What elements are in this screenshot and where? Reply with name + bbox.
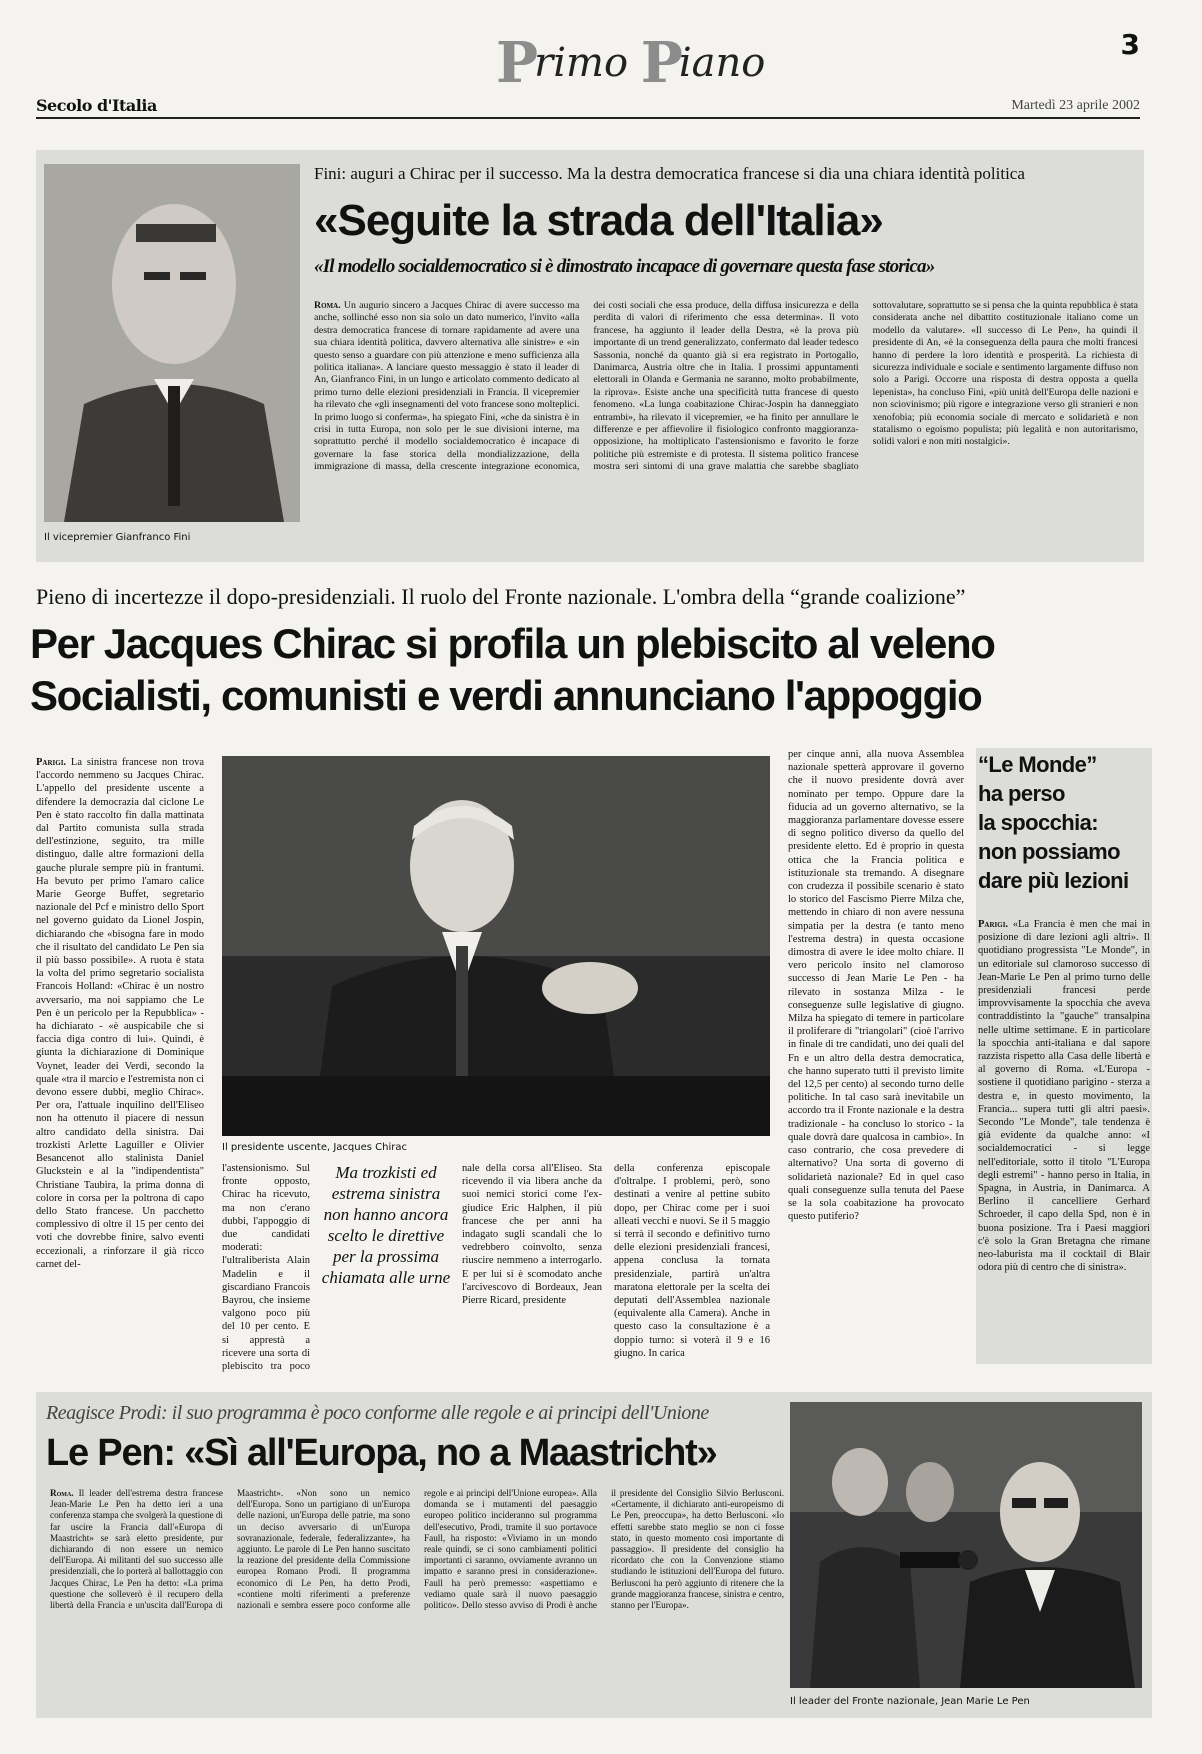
le-pen-press-image	[790, 1402, 1142, 1688]
masthead	[36, 22, 1140, 118]
le-monde-body-paragraph: «La Francia è men che mai in posizione di dare lezioni agli altri». Il quotidiano progressista "Le Monde", in un editoriale sul clamoroso successo di Jean-Marie Le Pen al primo turno delle presidenziali francesi perde improvvisamente la spocchia che aveva contraddistinto la "gauche" transalpina nelle ultime settimane. E in particolare la spocchia anti-italiana e dal sapore razzista rispetto alla Casa delle libertà e al governo di Roma. «L'Europa - sostiene il quotidiano parigino - sterza a destra e, in questo movimento, la Francia... supera tutti gli altri paesi». Secondo "Le Monde", tale tendenza è già evidente da qualche anno: «I socialdemocratici - si legge nell'editoriale, sotto il titolo "L'Europa degli estremi" - hanno perso in Italia, in Spagna, in Austria, in Danimarca. A Berlino il cancelliere Gerhard Schroeder, il capo della Spd, non è in buona posizione. Tra i Paesi maggiori c'è solo la Gran Bretagna che rimane neo-laburista ma il cocktail di Blair odora più di centro che di sinistra».	[978, 919, 1150, 1274]
le-pen-body-text	[50, 1488, 784, 1710]
chirac-column-3: nale della corsa all'Eliseo. Sta ricevendo il via libera anche da suoi nemici storici come l'ex-giudice Eric Halphen, il più francese che per anni ha indagato sugli scandali che lo vedrebbero coinvolto, senza riuscire nemmeno a interrogarlo. E per lui si è scomodato anche l'arcivescovo di Bordeaux, Jean Pierre Ricard, presidente	[462, 1163, 602, 1307]
chirac-photo-caption: Il presidente uscente, Jacques Chirac	[222, 1142, 407, 1153]
brand-initial-p2: P	[640, 30, 683, 96]
fini-kicker: Fini: auguri a Chirac per il successo. Ma la destra democratica francese si dia una chiara identità politica	[314, 164, 1025, 183]
fini-dateline: Roma.	[314, 300, 341, 311]
fini-photo	[44, 164, 300, 522]
le-monde-headline-line-5: dare più lezioni	[978, 868, 1129, 893]
fini-portrait-image	[44, 164, 300, 522]
chirac-lower-columns	[222, 1162, 770, 1374]
le-pen-body-paragraph: Il leader dell'estrema destra francese Jean-Marie Le Pen ha detto ieri a una conferenza stampa che svolgerà la questione di far uscire la Francia dall'«Europa di Maastricht» se sarà eletto presidente, pur dichiarando di non essere un nemico dell'Europa. Ai militanti del suo successo alle presidenziali, che lo porterà al ballottaggio con Jacques Chirac, Le Pen ha detto: «La prima questione che solleverò è il recupero della libertà della Francia e un'uscita dall'Europa di Maastricht». «Non sono un nemico dell'Europa. Sono un partigiano di un'Europa delle nazioni, un'Europa delle patrie, ma sono un deciso avversario di un'Europa sovranazionale, federale, federalizzante», ha aggiunto. Le parole di Le Pen hanno suscitato la reazione del presidente della Commissione europea Romano Prodi. Il programma economico di Le Pen, ha detto Prodi, «contiene molti riferimenti a preferenze nazionali e sembra essere poco conforme alle regole e ai principi dell'Unione europea». Alla domanda se i mutamenti del paesaggio europeo politico incideranno sul programma dell'esecutivo, Prodi, tramite il suo portavoce Faull, ha risposto: «Viviamo in un mondo reale quindi, se ci sono cambiamenti politici importanti ci saranno, ovviamente avranno un impatto e saranno presi in considerazione». Faull ha però premesso: «aspettiamo e vediamo quale sarà il nuovo paesaggio politico». Dello stesso avviso di Prodi è anche il presidente del Consiglio Silvio Berlusconi. «Certamente, il dichiarato anti-europeismo di Le Pen, preoccupa», ha detto Berlusconi. «Io effetti sarebbe stato meglio se non ci fosse stato, in questo momento così importante di passaggio». Il presidente del consiglio ha ricordato che con la Convenzione stiamo studiando le istituzioni dell'Europa del futuro. Berlusconi ha però aggiunto di ritenere che la grande maggioranza francese, sinistra e centro, stanno per l'Europa».	[50, 1488, 784, 1611]
chirac-headline-line-2: Socialisti, comunisti e verdi annunciano l'appoggio	[30, 672, 982, 719]
le-monde-headline	[978, 750, 1150, 895]
brand-word-rimo: rimo	[534, 40, 629, 86]
le-pen-story	[36, 1392, 1152, 1718]
le-monde-headline-line-3: la spocchia:	[978, 810, 1098, 835]
le-monde-headline-line-1: “Le Monde”	[978, 752, 1097, 777]
masthead-rule	[36, 117, 1140, 119]
chirac-dateline: Parigi.	[36, 757, 67, 768]
brand-word-iano: iano	[678, 40, 766, 86]
chirac-kicker: Pieno di incertezze il dopo-presidenziali. Il ruolo del Fronte nazionale. L'ombra della “grande coalizione”	[36, 584, 966, 609]
fini-story	[36, 150, 1144, 562]
chirac-headline-line-1: Per Jacques Chirac si profila un plebiscito al veleno	[30, 620, 995, 667]
fini-headline: «Seguite la strada dell'Italia»	[314, 196, 883, 245]
chirac-column-1-text: La sinistra francese non trova l'accordo nemmeno su Jacques Chirac. L'appello del presidente uscente a difendere la democrazia dal ciclone Le Pen è stato raccolto fin dalla mattinata dal Partito comunista sulla strada dell'estinzione, seguito, tra mille distinguo, dalle altre formazioni della gauche plurale sempre più in frantumi. Ha bevuto per primo l'amaro calice Marie George Buffet, segretario nazionale del Pcf e ministro dello Sport nel governo guidato da Lionel Jospin, dichiarando che «bisogna fare in modo che il risultato del candidato Le Pen sia il più basso possibile». A ruota è stata la volta del primo segretario socialista Francois Holland: «Chirac è un nostro avversario, ma noi sappiamo che Le Pen è un pericolo per la Repubblica» - ha dichiarato - «è auspicabile che si faccia diga contro di lui». Quindi, è giunta la dichiarazione di Dominique Voynet, leader dei Verdi, secondo la quale «tra il marcio e l'estremista non ci devono essere dubbi, meglio Chirac». Per ora, l'attuale inquilino dell'Eliseo non ha ottenuto il piacere di nessun altro candidato della sinistra. Dai trozkisti Arlette Laguiller e Olivier Besancenot allo stalinista Daniel Gluckstein e al la "indipendentista" Christiane Taubira, la prima donna di colore in corsa per la poltrona di capo dello Stato francese. Un pacchetto complessivo di oltre il 15 per cento dei voti che dovrebbe finire, salvo eventi eccezionali, a rinforzare il già ricco carnet del-	[36, 757, 204, 1270]
chirac-column-2: l'astensionismo. Sul fronte opposto, Chirac ha ricevuto, ma non c'erano dubbi, l'appoggio di due candidati moderati: l'ultraliberista Alain Madelin e il giscardiano Francois Bayrou, che insieme valgono poco più del 10 per cento. E si apprestà a ricevere una sorta di plebiscito tra poco	[222, 1163, 310, 1373]
chirac-speech-image	[222, 756, 770, 1136]
paper-name: Secolo d'Italia	[36, 96, 157, 115]
chirac-column-4: della conferenza episcopale d'oltralpe. I problemi, però, sono destinati a venire al pettine subito dopo, per Chirac come per i suoi alleati vecchi e nuovi. Se il 5 maggio si terrà il secondo e definitivo turno delle elezioni presidenziali francesi, appena conclusa la tornata presidenziale, partirà un'altra maratona elettorale per la scelta dei deputati dell'Assemblea nazionale (equivalente alla Camera). Anche in questo caso la consultazione è a doppio turno: si voterà il 9 e 16 giugno. In carica	[614, 1163, 770, 1359]
le-pen-photo	[790, 1402, 1142, 1688]
le-pen-headline: Le Pen: «Sì all'Europa, no a Maastricht»	[46, 1432, 717, 1474]
section-brand	[496, 30, 765, 96]
fini-photo-caption: Il vicepremier Gianfranco Fini	[44, 532, 191, 543]
le-monde-box	[976, 748, 1152, 1364]
le-monde-headline-line-4: non possiamo	[978, 839, 1120, 864]
le-pen-kicker: Reagisce Prodi: il suo programma è poco conforme alle regole e ai principi dell'Unione	[46, 1402, 709, 1424]
le-monde-body-text	[978, 918, 1150, 1358]
chirac-pull-quote: Ma trozkisti ed estrema sinistra non hanno ancora scelto le direttive per la prossima chiamata alle urne	[321, 1163, 451, 1287]
fini-subhead: «Il modello socialdemocratico si è dimostrato incapace di governare questa fase storica»	[314, 256, 935, 277]
le-monde-dateline: Parigi.	[978, 919, 1009, 930]
fini-body-text	[314, 300, 1138, 550]
brand-initial-p: P	[496, 30, 539, 96]
chirac-photo	[222, 756, 770, 1136]
le-pen-photo-caption: Il leader del Fronte nazionale, Jean Marie Le Pen	[790, 1696, 1030, 1707]
le-monde-headline-line-2: ha perso	[978, 781, 1065, 806]
chirac-column-5: per cinque anni, alla nuova Assemblea nazionale spetterà approvare il governo che il nuovo presidente dovrà aver nominato per tempo. Oppure dare la fiducia ad un governo alternativo, se la maggioranza parlamentare dovesse essere di segno politico diverso da quello del presidente eletto. Ed è proprio in questa ottica che la Francia politica e istituzionale sta tremando. A disegnare con crudezza il possibile scenario è stato lo storico del Fascismo Pierre Milza che, mettendo in chiaro di non avere nessuna simpatia per la destra (e tanto meno l'estrema destra) in questa occasione dimostra di avere le idee molto chiare. Il vero pericolo insito nel clamoroso successo di Jean Marie Le Pen - ha rilevato in sostanza Milza - le conseguenze sulle legislative di giugno. Milza ha spiegato di temere in particolare il proliferare di "triangolari" (cioè l'arrivo in finale di tre candidati, uno dei quali del Fn e un altro della destra democratica, che hanno superato tutti il previsto limite del 12,5 per cento) al secondo turno delle politiche. In tal caso sarà inevitabile un accordo tra il Fronte nazionale e la destra tradizionale - ha concluso lo storico - la quale dovrà dare qualcosa in cambio». In caso contrario, che cosa prevedere di alternativo? Una sorta di governo di solidarietà nazionale? Ed in quel caso quali conseguenze sulla tenuta del Paese se la sola coabitazione ha provocato questo putiferio?	[788, 749, 964, 1223]
fini-body-paragraph: Un augurio sincero a Jacques Chirac di avere successo ma anche, sollinché esso non sia solo un dato numerico, l'invito «alla destra democratica francese di tornare rapidamente ad avere una sua chiara identità politica, davvero alternativa alle sinistre» e «in questo senso a guardare con più attenzione e meno sufficienza alla politica italiana». A lanciare questo messaggio è stato il leader di An, Gianfranco Fini, in un lungo e articolato commento dedicato al primo turno delle elezioni presidenziali in Francia. Il vicepremier ha rilevato che «gli insegnamenti del voto francese sono molteplici. In primo luogo si conferma», ha spiegato Fini, «che da sinistra è in crisi in tutta Europa, non solo per le sue divisioni interne, ma soprattutto perché il modello socialdemocratico è incapace di governare la fase storica della mondializzazione, della immigrazione di massa, della crescente integrazione economica, dei costi sociali che essa produce, della diffusa insicurezza e della perdita di valori di riferimento che essa determina». Il voto francese, ha aggiunto il leader della Destra, «è la prova più importante di un trend generalizzato, confermato dal leader tedesco Sassonia, nonché da quanto già si era registrato in Portogallo, Danimarca, Austria oltre che in Italia. I prossimi appuntamenti elettorali in Olanda e Germania ne saranno, molto probabilmente, la riprova». Esiste anche una specificità tutta francese di questo fenomeno. «La lunga coabitazione Chirac-Jospin ha danneggiato entrambi», ha rilevato il vicepremier, «e ha finito per annullare le differenze e per affievolire il fisiologico confronto maggioranza-opposizione, ha moltiplicato l'astensionismo e favorito le forze politiche più estremiste e di protesta. Il sistema politico francese mostra seri sintomi di una grave malattia che sarebbe sbagliato sottovalutare, soprattutto se si pensa che la quinta repubblica è stata considerata anche nel dibattito costituzionale italiano come un modello da valutare». «Il successo di Le Pen», ha quindi il presidente di An, «è la conseguenza della paura che molti francesi hanno di perdere la loro identità e prosperità. La richiesta di sicurezza individuale e sociale e sentimento largamente diffuso non solo a Parigi. Occorre una risposta di destra opposta a quella lepenista», ha concluso Fini, «più unità dell'Europa delle nazioni e non sciovinismo; più rigore e integrazione verso gli stranieri e non xenofobia; più economia sociale di mercato e solidarietà e non statalismo o egoismo populista; più legalità e non autoritarismo, solidi valori e non miti nostalgici».	[314, 300, 1138, 473]
le-pen-dateline: Roma.	[50, 1488, 74, 1498]
chirac-headline	[30, 618, 1150, 722]
issue-date: Martedì 23 aprile 2002	[1011, 98, 1140, 113]
chirac-column-1	[36, 756, 204, 1374]
page-number: 3	[1120, 28, 1140, 61]
